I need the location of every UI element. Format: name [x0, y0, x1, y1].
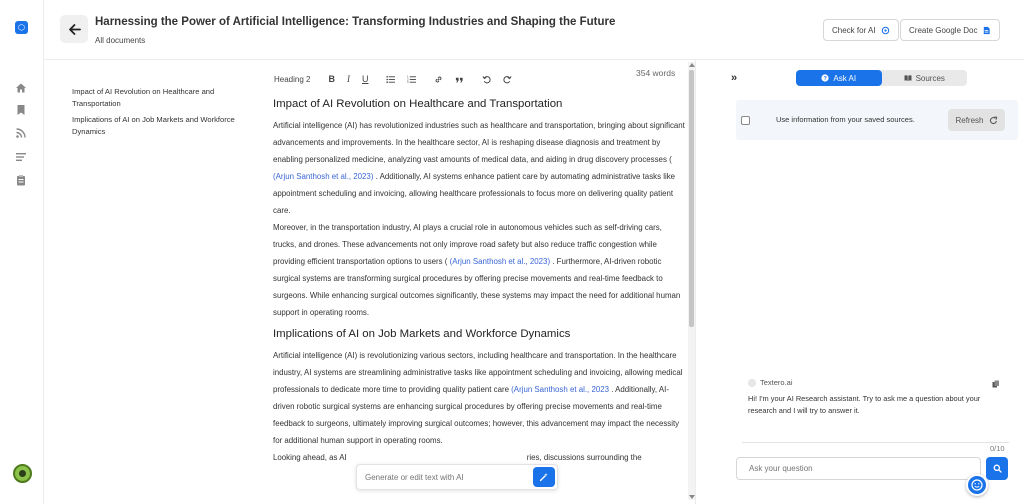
list-icon[interactable]: [15, 151, 27, 163]
refresh-button[interactable]: Refresh: [948, 109, 1005, 131]
svg-text:3: 3: [407, 80, 409, 84]
citation-link[interactable]: (Arjun Santhosh et al., 2023): [449, 257, 551, 266]
citation-link[interactable]: (Arjun Santhosh et al., 2023: [511, 385, 609, 394]
home-icon[interactable]: [15, 82, 27, 94]
bot-avatar-icon: [748, 379, 756, 387]
link-button[interactable]: [434, 75, 443, 84]
book-icon: [904, 74, 912, 82]
quote-button[interactable]: [455, 75, 464, 84]
ai-assistant-panel: [695, 60, 1024, 504]
numbered-list-icon: [407, 75, 416, 84]
paragraph: Looking ahead, as AI ries, discussions surrounding the: [273, 453, 642, 462]
question-icon: [821, 74, 829, 82]
italic-button[interactable]: I: [346, 74, 350, 84]
search-icon: [993, 464, 1002, 473]
quote-icon: [455, 75, 464, 84]
link-icon: [434, 75, 443, 84]
create-google-doc-label: Create Google Doc: [909, 25, 978, 35]
bot-message-text: Hi! I'm your AI Research assistant. Try to ask me a question about your research and I will try to answer it.: [748, 394, 981, 415]
citation-link[interactable]: (Arjun Santhosh et al., 2023): [273, 172, 374, 181]
bookmark-icon[interactable]: [15, 104, 27, 116]
editor-scrollbar[interactable]: [688, 62, 695, 500]
chat-divider: [742, 442, 1009, 443]
paragraph: Artificial intelligence (AI) is revolutionizing various sectors, including healthcare and transportation. In the healthcare industry, AI systems are streamlining administrative tasks like appointment scheduling and invoicing, allowing medical professionals to dedicate more time to providing quality patient care (Arjun Santhosh et al., 2023 . Additionally, AI-driven robotic surgical systems are enhancing surgical procedures by offering precise movements and real-time feedback to surgeons, ultimately improving surgical outcomes; however, this advancement may impact the necessity for additional human support in operating rooms.: [273, 351, 683, 445]
ai-generate-button[interactable]: [533, 467, 555, 487]
use-sources-label: Use information from your saved sources.: [776, 115, 915, 124]
ask-send-button[interactable]: [986, 457, 1008, 480]
document-title: Harnessing the Power of Artificial Intelligence: Transforming Industries and Shaping the Future: [95, 16, 616, 28]
undo-icon: [482, 75, 491, 84]
assistant-tabs: [796, 70, 967, 86]
left-sidebar: [0, 0, 44, 504]
editor-toolbar: [270, 66, 688, 92]
copy-icon[interactable]: [992, 380, 1000, 388]
document-editor[interactable]: [273, 98, 685, 498]
app-logo-icon[interactable]: ⬡: [15, 21, 28, 34]
user-avatar[interactable]: [13, 464, 32, 483]
collapse-panel-icon[interactable]: »: [731, 72, 738, 84]
document-icon: [982, 26, 991, 35]
bot-header: [748, 378, 998, 387]
scrollbar-thumb[interactable]: [689, 70, 694, 327]
back-button[interactable]: [60, 15, 88, 43]
clipboard-icon[interactable]: [15, 174, 27, 186]
underline-button[interactable]: U: [361, 74, 369, 84]
svg-text:1: 1: [407, 75, 409, 79]
heading-select[interactable]: Heading 2: [274, 74, 311, 84]
document-header: [44, 0, 1024, 60]
smiley-chat-icon: [971, 479, 983, 491]
saved-sources-option: [736, 100, 1018, 140]
arrow-left-icon: [68, 23, 81, 36]
numbered-list-button[interactable]: [407, 75, 416, 84]
create-google-doc-button[interactable]: [900, 19, 1000, 41]
target-icon: [881, 26, 890, 35]
tab-ask-ai[interactable]: ? Ask AI: [796, 70, 882, 86]
undo-button[interactable]: [482, 75, 491, 84]
document-outline: [72, 86, 252, 142]
bold-button[interactable]: B: [328, 74, 335, 84]
tab-sources[interactable]: Sources: [882, 70, 968, 86]
bullet-list-icon: [386, 75, 395, 84]
ask-question-input[interactable]: [736, 457, 981, 480]
redo-icon: [503, 75, 512, 84]
outline-item[interactable]: Impact of AI Revolution on Healthcare and Transportation: [72, 87, 215, 108]
paragraph: Artificial intelligence (AI) has revolutionized industries such as healthcare and transportation, bringing about significant advancements and improvements. In the healthcare sector, AI is reshaping disease diagnosis and treatment by enabling personalized medicine, analyzing vast amounts of medical data, and aiding in drug discovery processes ( (Arjun Santhosh et al., 2023) . Additionally, AI systems enhance patient care by automating administrative tasks like appointment scheduling and invoicing, allowing healthcare professionals to focus more on delivering quality patient care.: [273, 121, 685, 215]
svg-text:?: ?: [823, 76, 828, 82]
word-count: 354 words: [636, 68, 676, 78]
ai-generate-bar: [356, 464, 558, 490]
rss-icon[interactable]: [15, 127, 27, 139]
section-heading: Implications of AI on Job Markets and Workforce Dynamics: [273, 328, 571, 340]
bullet-list-button[interactable]: [386, 75, 395, 84]
magic-wand-icon: [539, 472, 549, 482]
use-sources-checkbox[interactable]: [741, 116, 750, 125]
paragraph: Moreover, in the transportation industry, AI plays a crucial role in autonomous vehicles such as self-driving cars, trucks, and drones. These advancements not only improve road safety but also reduce traffic congestion while providing efficient transportation options to users ( (Arjun Santhosh et al., 2023) . Furthermore, AI-driven robotic surgical systems are transforming surgical procedures by offering precise movements and real-time feedback to surgeons. While enhancing surgical outcomes significantly, these systems may impact the need for additional human support in operating rooms.: [273, 223, 681, 317]
ai-generate-input[interactable]: [365, 470, 525, 485]
check-for-ai-button[interactable]: [823, 19, 899, 41]
check-for-ai-label: Check for AI: [832, 25, 876, 35]
svg-text:2: 2: [407, 77, 409, 81]
redo-button[interactable]: [503, 75, 512, 84]
breadcrumb-all-documents[interactable]: All documents: [95, 36, 146, 45]
chat-message: [748, 378, 998, 416]
question-counter: 0/10: [990, 444, 1005, 453]
outline-item[interactable]: Implications of AI on Job Markets and Workforce Dynamics: [72, 115, 235, 136]
section-heading: Impact of AI Revolution on Healthcare and Transportation: [273, 98, 563, 110]
refresh-icon: [989, 116, 998, 125]
support-chat-button[interactable]: [966, 474, 988, 496]
bot-name: Textero.ai: [760, 378, 793, 387]
